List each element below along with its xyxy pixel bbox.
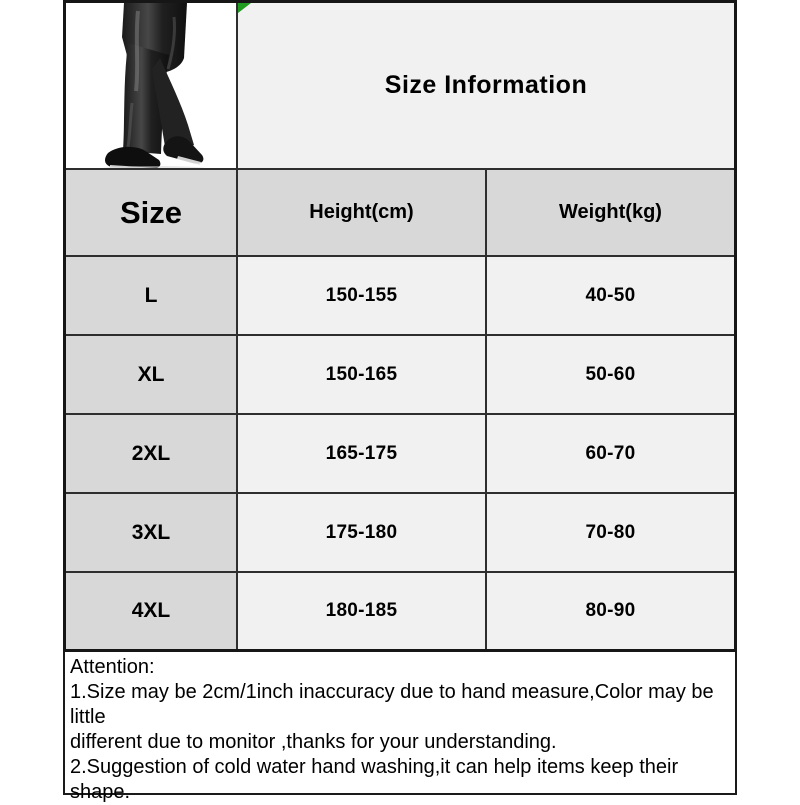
- row-2xl-weight: 60-70: [487, 415, 734, 492]
- product-image-cell: [66, 3, 236, 168]
- row-xl-weight: 50-60: [487, 336, 734, 413]
- row-3xl-height: 175-180: [238, 494, 485, 571]
- size-info-header: [238, 3, 734, 168]
- row-4xl-size: 4XL: [66, 573, 236, 649]
- size-table: [63, 0, 737, 652]
- attention-box: [63, 652, 737, 803]
- row-4xl-weight: 80-90: [487, 573, 734, 649]
- row-l-size: L: [66, 257, 236, 334]
- row-3xl-size: 3XL: [66, 494, 236, 571]
- attention-title: Attention:: [70, 656, 155, 678]
- row-2xl-size: 2XL: [66, 415, 236, 492]
- col-header-size: Size: [66, 170, 236, 255]
- attention-line-3: 2.Suggestion of cold water hand washing,it can help items keep their shape.: [70, 756, 679, 803]
- attention-line-2: different due to monitor ,thanks for your understanding.: [70, 731, 557, 753]
- row-l-height: 150-155: [238, 257, 485, 334]
- row-xl-height: 150-165: [238, 336, 485, 413]
- row-l-weight: 40-50: [487, 257, 734, 334]
- row-3xl-weight: 70-80: [487, 494, 734, 571]
- corner-flag-icon: [238, 3, 251, 13]
- size-info-title: Size Information: [384, 71, 588, 99]
- row-4xl-height: 180-185: [238, 573, 485, 649]
- row-xl-size: XL: [66, 336, 236, 413]
- product-image-pants: [66, 3, 236, 168]
- size-chart-sheet: [63, 0, 737, 803]
- row-2xl-height: 165-175: [238, 415, 485, 492]
- col-header-height: Height(cm): [238, 170, 485, 255]
- attention-line-1: 1.Size may be 2cm/1inch inaccuracy due to hand measure,Color may be little: [70, 681, 714, 728]
- col-header-weight: Weight(kg): [487, 170, 734, 255]
